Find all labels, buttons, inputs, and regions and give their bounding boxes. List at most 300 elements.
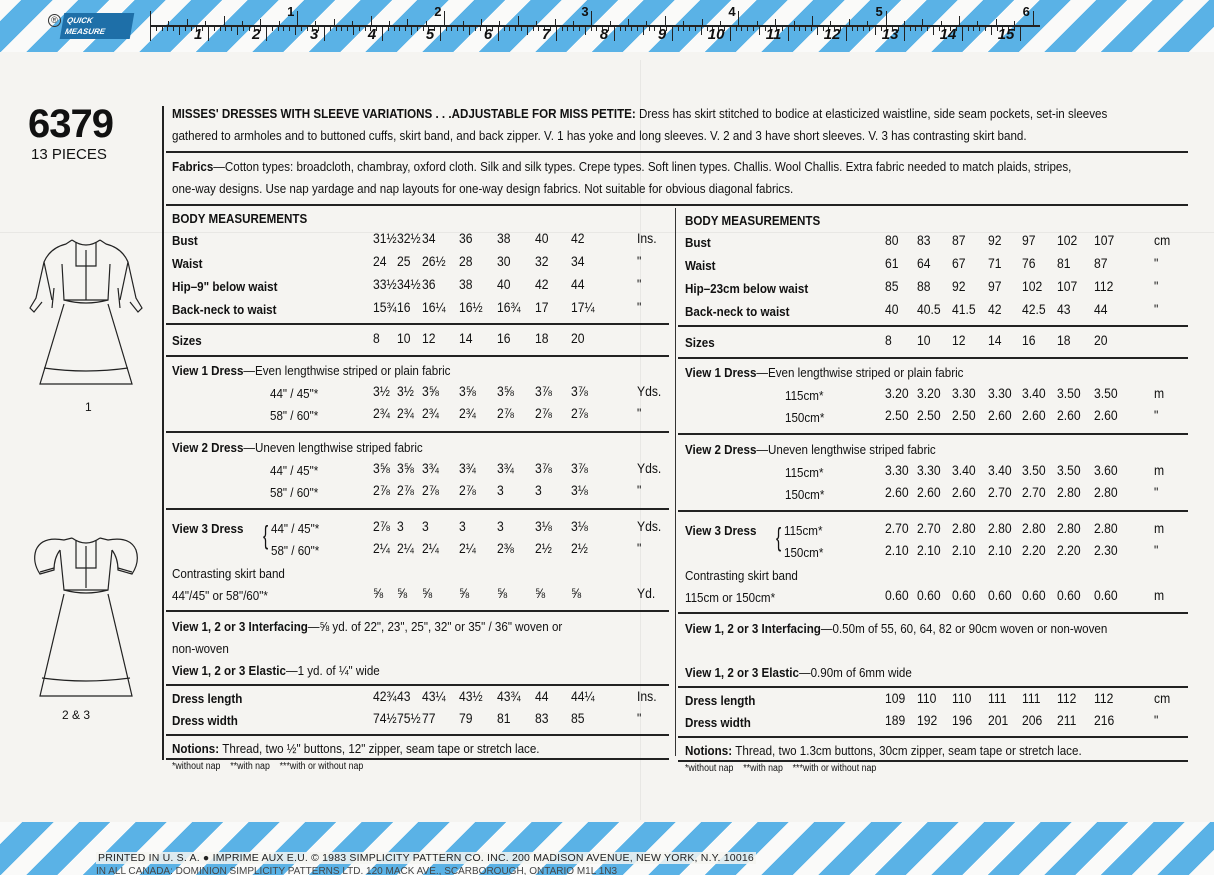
ruler-tick [830,21,831,25]
measurement-value: 88 [917,279,931,294]
dress-length-value: 43¾ [497,689,521,704]
yardage-value: 2.20 [1057,543,1081,558]
ruler-tick [991,27,992,35]
interfacing-line [172,616,562,638]
fabrics-text-1: —Cotton types: broadcloth, chambray, oxford cloth. Silk and silk types. Crepe types. Soft linen types. Challis. Wool Challis. Extra fabric needed to match plaids, stripes, [213,159,1072,174]
measurement-value: 38 [459,277,473,292]
ruler-tick [469,27,470,35]
fabric-width: 44" / 45"* [270,463,319,478]
ruler-tick [538,27,539,31]
yardage-value: 3⅞ [571,461,588,476]
yardage-value: 2.50 [917,408,941,423]
yardage-unit: Yds. [637,384,662,399]
ruler-tick [266,27,267,41]
ruler-tick [794,21,795,25]
ruler-tick [738,11,739,25]
measurement-value: 107 [1057,279,1078,294]
ruler-inch-label: 2 [434,4,442,19]
ruler-tick [775,19,776,25]
ruler-tick [463,27,464,31]
ruler-tick [457,27,458,31]
measurement-value: 40 [885,302,899,317]
ruler-tick [417,27,418,31]
view-1-label: View 1 Dress [172,363,244,378]
ruler-tick [933,27,934,35]
size-value: 8 [373,331,380,346]
ruler-tick [208,27,209,41]
contrasting-band-width: 44"/45" or 58"/60"* [172,588,268,603]
dress-length-value: 43 [397,689,411,704]
measurement-value: 34 [422,231,436,246]
ruler-tick [579,27,580,31]
ruler-tick [620,27,621,31]
measurement-value: 42 [988,302,1002,317]
fabric-width: 58" / 60"* [270,408,319,423]
yardage-value: 2.60 [917,485,941,500]
ruler-tick [643,27,644,35]
fabric-width: 150cm* [784,545,824,560]
dress-width-value: 192 [917,713,938,728]
contrast-unit: Yd. [637,586,656,601]
ruler-cm-label: 11 [765,26,782,43]
ruler-tick [301,27,302,31]
ruler-tick [289,27,290,31]
printed-in-usa-line: PRINTED IN U. S. A. ● IMPRIME AUX E.U. © 1983 SIMPLICITY PATTERN CO. INC. 200 MADISON AVENUE, NEW YORK, N.Y. 10016 [98,852,754,864]
elastic-text: —1 yd. of ¼" wide [285,663,380,678]
yardage-unit: Yds. [637,461,662,476]
dress-length-value: 111 [1022,691,1041,706]
yardage-value: 2.20 [1022,543,1046,558]
ruler-tick [225,27,226,31]
yardage-value: 3.30 [917,463,941,478]
ruler-tick [852,27,853,31]
measurement-value: 97 [1022,233,1036,248]
ruler-tick [359,27,360,31]
size-value: 16 [1022,333,1036,348]
ruler-tick [683,27,684,31]
measurement-unit: " [1154,279,1159,294]
measurement-value: 36 [459,231,473,246]
dress-width-value: 75½ [397,711,421,726]
yardage-value: 3.30 [988,386,1012,401]
yardage-value: 2¾ [422,406,439,421]
yardage-unit: m [1154,463,1165,478]
ruler-tick [434,27,435,31]
dress-length-label: Dress length [172,691,243,706]
yardage-value: 3⅛ [535,519,552,534]
ruler-tick [996,19,997,25]
yardage-value: 2.30 [1094,543,1118,558]
quick-measure-band [0,0,1214,52]
ruler-cm-label: 9 [657,26,667,43]
ruler-tick [220,27,221,31]
yardage-unit: " [637,406,642,421]
ruler-tick [167,27,168,31]
measurement-value: 15¾ [373,300,397,315]
view-2-heading [172,437,423,459]
ruler-cm-label: 12 [823,26,841,43]
interfacing-text-2: non-woven [172,641,229,656]
ruler-tick [759,27,760,35]
table-rule [678,686,1188,688]
table-rule [166,508,669,510]
fabric-width: 115cm* [785,465,824,480]
ruler-tick [817,27,818,35]
dress-length-value: 44¼ [571,689,595,704]
measurement-label: Bust [172,233,198,248]
yardage-value: 3¾ [459,461,476,476]
yardage-value: 2¾ [397,406,414,421]
interfacing-label: View 1, 2 or 3 Interfacing [685,621,821,636]
ruler-tick [702,19,703,25]
yardage-value: 3.20 [917,386,941,401]
ruler-tick [959,16,960,25]
ruler-tick [637,27,638,31]
yardage-value: 3⅝ [459,384,476,399]
ruler-cm-label: 6 [483,26,493,43]
dress-width-value: 216 [1094,713,1115,728]
ruler-tick [365,27,366,31]
size-value: 12 [422,331,436,346]
yardage-value: 2.70 [1022,485,1046,500]
dress-length-value: 42¾ [373,689,397,704]
dress-length-value: 43½ [459,689,483,704]
yardage-value: 3⅞ [571,384,588,399]
measurement-value: 44 [1094,302,1108,317]
section-rule [166,204,1188,206]
yardage-value: 3.50 [1057,463,1081,478]
ruler-tick [608,27,609,31]
dress-width-value: 189 [885,713,906,728]
table-rule [678,612,1188,614]
measurement-unit: " [1154,302,1159,317]
yardage-value: 3⅝ [373,461,390,476]
elastic-label: View 1, 2 or 3 Elastic [172,663,286,678]
yardage-value: 2.70 [885,521,909,536]
ruler-tick [567,27,568,31]
ruler-tick [426,21,427,25]
ruler-tick [968,27,969,31]
measurement-unit: " [637,254,642,269]
ruler-tick [666,27,667,31]
yardage-value: 3⅞ [535,384,552,399]
yardage-unit: m [1154,386,1165,401]
ruler-tick [330,27,331,31]
ruler-tick [405,27,406,31]
section-rule [166,151,1188,153]
ruler-tick [649,27,650,31]
measurement-value: 32½ [397,231,421,246]
ruler-tick [388,27,389,31]
elastic-line [685,662,912,684]
ruler-tick [150,11,151,25]
dress-width-value: 74½ [373,711,397,726]
ruler-tick [173,27,174,31]
yardage-value: 2.10 [988,543,1012,558]
ruler-tick [591,11,592,25]
ruler-tick [683,21,684,25]
ruler-inch-label: 4 [728,4,736,19]
measurement-value: 87 [1094,256,1108,271]
yardage-unit: " [637,483,642,498]
ruler-tick [849,19,850,25]
ruler-cm-label: 13 [881,26,899,43]
ruler-tick [610,21,611,25]
view-1-dress-sketch [14,228,164,408]
measurement-value: 42.5 [1022,302,1046,317]
ruler-tick [318,27,319,31]
ruler-tick [498,27,499,41]
body-measurements-heading: BODY MEASUREMENTS [685,213,821,228]
elastic-label: View 1, 2 or 3 Elastic [685,665,799,680]
ruler-tick [596,27,597,31]
measurement-value: 33½ [373,277,397,292]
yardage-value: 3⅛ [571,519,588,534]
ruler-tick [352,21,353,25]
yardage-value: 2.80 [1094,521,1118,536]
contrast-value: 0.60 [988,588,1012,603]
yardage-value: 2.60 [1094,408,1118,423]
ruler-tick [646,21,647,25]
dress-length-value: 112 [1057,691,1077,706]
ruler-tick [812,16,813,25]
ruler-tick [1014,21,1015,25]
yardage-value: 2¾ [459,406,476,421]
yardage-value: 2.80 [988,521,1012,536]
yardage-value: 3¾ [497,461,514,476]
pattern-number: 6379 [28,102,113,146]
size-value: 12 [952,333,966,348]
ruler-tick [231,27,232,31]
measurement-label: Hip–9" below waist [172,279,278,294]
yardage-value: 2⅞ [373,519,390,534]
yardage-unit: " [1154,485,1159,500]
view-1-heading [685,362,963,384]
ruler-tick [185,27,186,31]
measurement-label: Waist [172,256,203,271]
ruler-tick [573,27,574,31]
measurement-value: 34½ [397,277,421,292]
yardage-value: 3.20 [885,386,909,401]
dress-width-unit: " [1154,713,1159,728]
ruler-tick [407,19,408,25]
ruler-tick [399,27,400,31]
measurement-value: 25 [397,254,411,269]
ruler-tick [444,11,445,25]
yardage-value: 3⅛ [571,483,588,498]
view-1-label: View 1 Dress [685,365,757,380]
ruler-tick [376,27,377,31]
dress-width-value: 201 [988,713,1009,728]
ruler-tick [480,27,481,31]
ruler-tick [168,21,169,25]
interfacing-text: —⅝ yd. of 22", 23", 25", 32" or 35" / 36" woven or [307,619,563,634]
contrast-value: ⅝ [397,586,408,601]
yardage-value: 3 [459,519,466,534]
measurement-value: 71 [988,256,1002,271]
size-value: 20 [1094,333,1108,348]
yardage-value: 3 [535,483,542,498]
table-rule [166,355,669,357]
dress-length-label: Dress length [685,693,756,708]
yardage-value: 2⅞ [459,483,476,498]
ruler-tick [278,27,279,31]
ruler-tick [394,27,395,31]
ruler-tick [962,27,963,41]
measuring-ruler [150,6,1040,44]
ruler-tick [463,21,464,25]
yardage-value: 2.50 [885,408,909,423]
ruler-tick [202,27,203,31]
view-1-desc: —Even lengthwise striped or plain fabric [243,363,451,378]
measurement-value: 16¾ [497,300,521,315]
yardage-value: 2.80 [1057,521,1081,536]
ruler-tick [782,27,783,31]
ruler-tick [353,27,354,35]
contrast-value: ⅝ [373,586,384,601]
ruler-tick [336,27,337,31]
view-2-desc: —Uneven lengthwise striped fabric [756,442,936,457]
yardage-value: 2.80 [1022,521,1046,536]
ruler-tick [985,27,986,31]
ruler-tick [654,27,655,31]
ruler-tick [492,27,493,31]
dress-length-value: 109 [885,691,906,706]
yardage-value: 3.40 [1022,386,1046,401]
fabric-width: 150cm* [785,410,825,425]
ruler-tick [730,27,731,41]
measurement-unit: Ins. [637,231,657,246]
ruler-tick [315,21,316,25]
dress-width-unit: " [637,711,642,726]
yardage-value: 3 [422,519,429,534]
yardage-value: 2⅞ [373,483,390,498]
ruler-tick [857,27,858,31]
ruler-tick [979,27,980,31]
ruler-tick [162,27,163,31]
interfacing-label: View 1, 2 or 3 Interfacing [172,619,308,634]
ruler-cm-label: 7 [541,26,551,43]
table-rule [166,610,669,612]
ruler-tick [689,27,690,31]
ruler-tick [977,21,978,25]
elastic-line [172,660,380,682]
ruler-tick [205,21,206,25]
ruler-tick [279,21,280,25]
elastic-text: —0.90m of 6mm wide [798,665,912,680]
ruler-tick [927,27,928,31]
ruler-tick [904,27,905,41]
ruler-tick [536,21,537,25]
fabrics-line-1 [172,156,1071,178]
ruler-tick [518,16,519,25]
contrast-value: ⅝ [422,586,433,601]
ruler-cm-label: 14 [939,26,957,43]
table-rule [166,734,669,736]
ruler-tick [307,27,308,31]
ruler-tick [556,27,557,41]
yardage-unit: " [637,541,642,556]
notions-text: Thread, two ½" buttons, 12" zipper, seam tape or stretch lace. [222,741,540,756]
yardage-value: 3 [497,483,504,498]
yardage-value: 2.50 [952,408,976,423]
view-1-label: 1 [85,400,92,414]
yardage-value: 2.80 [1094,485,1118,500]
badge-line-2: MEASURE [64,27,106,36]
ruler-tick [846,27,847,41]
table-rule [678,357,1188,359]
contrast-value: 0.60 [1057,588,1081,603]
column-divider [675,208,676,756]
size-value: 20 [571,331,585,346]
nap-footnote: *without nap **with nap ***with or without nap [172,761,364,772]
yardage-value: 3.50 [1057,386,1081,401]
ruler-inch-label: 1 [287,4,295,19]
measurement-value: 102 [1022,279,1043,294]
view-2-desc: —Uneven lengthwise striped fabric [243,440,423,455]
view-2-label: View 2 Dress [685,442,757,457]
ruler-tick [297,11,298,25]
measurement-value: 112 [1094,279,1114,294]
measurement-value: 16¼ [422,300,446,315]
ruler-tick [555,19,556,25]
yardage-value: 3 [497,519,504,534]
yardage-value: 2½ [571,541,588,556]
sizes-label: Sizes [172,333,202,348]
dress-length-value: 111 [988,691,1007,706]
ruler-tick [295,27,296,35]
dress-length-value: 110 [917,691,937,706]
ruler-tick [481,19,482,25]
description-text-1: Dress has skirt stitched to bodice at elasticized waistline, side seam pockets, set-in sleeves [639,106,1108,121]
yardage-value: 2¼ [459,541,476,556]
ruler-tick [179,27,180,35]
size-value: 10 [397,331,411,346]
ruler-tick [1020,27,1021,41]
view-1-heading [172,360,450,382]
yardage-value: 3½ [373,384,390,399]
measurement-value: 17¼ [571,300,595,315]
view-1-desc: —Even lengthwise striped or plain fabric [756,365,964,380]
measurement-value: 30 [497,254,511,269]
ruler-tick [214,27,215,31]
ruler-tick [628,19,629,25]
ruler-tick [341,27,342,31]
ruler-tick [941,21,942,25]
measurement-label: Hip–23cm below waist [685,281,809,296]
measurement-value: 40.5 [917,302,941,317]
size-value: 8 [885,333,892,348]
ruler-tick [921,27,922,31]
yardage-value: 2.60 [988,408,1012,423]
measurement-value: 17 [535,300,549,315]
fabric-width: 115cm* [785,388,824,403]
measurement-value: 44 [571,277,585,292]
ruler-tick [875,27,876,35]
ruler-tick [411,27,412,35]
ruler-tick [382,27,383,41]
contrasting-band-label: Contrasting skirt band [685,568,798,583]
measurement-value: 36 [422,277,436,292]
table-rule [166,684,669,686]
dress-width-value: 81 [497,711,511,726]
size-value: 16 [497,331,511,346]
dress-width-label: Dress width [172,713,238,728]
ruler-tick [550,27,551,31]
table-rule [166,323,669,325]
ruler-tick [446,27,447,31]
measurement-unit: " [637,300,642,315]
